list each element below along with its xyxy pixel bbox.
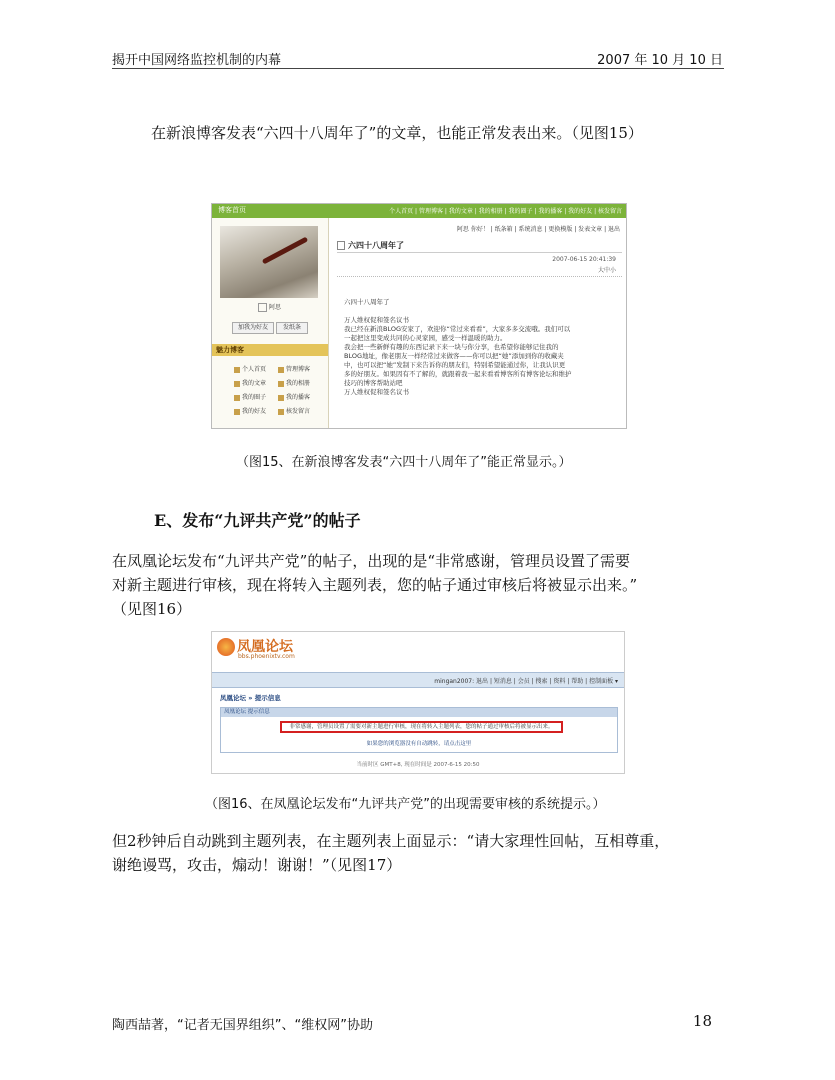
- panel-item[interactable]: 个人首页: [234, 364, 266, 373]
- panel-item[interactable]: 管理博客: [278, 364, 310, 373]
- footer-credit: 陶西喆著，“记者无国界组织”、“维权网”协助: [112, 1018, 373, 1033]
- message-icon: [278, 409, 284, 415]
- forum-message-box: [220, 707, 618, 753]
- blog-author: [258, 302, 281, 312]
- panel-item[interactable]: 我的相册: [278, 378, 310, 387]
- forum-logo-text[interactable]: 凤凰论坛: [237, 639, 293, 655]
- panel-item[interactable]: 我的文章: [234, 378, 266, 387]
- blog-topbar: [212, 204, 626, 218]
- post-line: 我已经在新浪BLOG安家了，欢迎你“常过来看看”，大家多多交流哦。我们可以: [344, 325, 571, 333]
- section-heading: E、发布“九评共产党”的帖子: [154, 511, 361, 530]
- user-icon: [258, 303, 267, 312]
- figure16-forum-screenshot: [211, 631, 625, 774]
- panel-item[interactable]: 我的圈子: [234, 392, 266, 401]
- intro-paragraph: 在新浪博客发表“六四十八周年了”的文章，也能正常发表出来。（见图15）: [151, 124, 643, 142]
- manage-icon: [278, 367, 284, 373]
- blog-post-title: 六四十八周年了: [337, 240, 622, 253]
- header-title: 揭开中国网络监控机制的内幕: [112, 53, 282, 68]
- redirect-link[interactable]: 如果您的浏览器没有自动跳转，请点击这里: [366, 741, 472, 747]
- paragraph2-line: 在凤凰论坛发布“九评共产党”的帖子，出现的是“非常感谢，管理员设置了需要: [112, 552, 631, 570]
- forum-box-header: 凤凰论坛 提示信息: [221, 708, 617, 717]
- dotted-divider: [337, 276, 622, 277]
- post-line: BLOG地址，像老朋友一样经常过来做客——你可以把“她”添加到你的收藏夹: [344, 352, 564, 360]
- post-line: 我会把一些新鲜有趣的东西记录下来一块与你分享，也希望你能够记住我的: [344, 343, 559, 351]
- article-icon: [234, 381, 240, 387]
- page-number: 18: [692, 1012, 712, 1030]
- header-divider: [112, 68, 724, 69]
- blog-post-date: 2007-06-15 20:41:39: [552, 256, 616, 263]
- font-size-control[interactable]: 大中小: [597, 267, 616, 274]
- circle-icon: [234, 395, 240, 401]
- post-line: 中，也可以把“她”发制下来告诉你的朋友们，特别希望能通过你，让我认识更: [344, 361, 566, 369]
- paragraph3-line: 但2秒钟后自动跳到主题列表，在主题列表上面显示：“请大家理性回帖，互相尊重，: [112, 832, 670, 850]
- post-line: 多的好朋友。如果因有不了解的，就跟着我一起来看看博客所有博客论坛和维护: [344, 370, 572, 378]
- header-date: 2007 年 10 月 10 日: [597, 53, 723, 68]
- panel-item[interactable]: 我的好友: [234, 406, 266, 415]
- blog-sidebar: [212, 218, 329, 428]
- document-icon: [337, 241, 345, 250]
- blog-panel-title: 魅力博客: [212, 344, 328, 356]
- blog-author-name: 阿思: [269, 304, 282, 311]
- pen-graphic: [262, 237, 308, 265]
- blog-profile-photo: [220, 226, 318, 298]
- forum-navbar: [212, 672, 624, 688]
- paragraph3-line: 谢绝谩骂，攻击，煽动！谢谢！”（见图17）: [112, 856, 402, 874]
- home-icon: [234, 367, 240, 373]
- panel-item[interactable]: 核发留言: [278, 406, 310, 415]
- post-line: 万人维权促和签名议书: [344, 388, 409, 396]
- panel-item[interactable]: 我的播客: [278, 392, 310, 401]
- blog-top-nav[interactable]: 个人首页 | 管理博客 | 我的文章 | 我的相册 | 我的圈子 | 我的播客 | 我的好友 | 核发留言: [389, 208, 622, 215]
- paragraph2-line: 对新主题进行审核，现在将转入主题列表，您的帖子通过审核后将被显示出来。”: [112, 576, 638, 594]
- blog-user-nav[interactable]: 阿思 你好！ | 纸条箱 | 系统消息 | 更换模版 | 发表文章 | 退出: [456, 226, 620, 233]
- forum-footer-time: 当前时区 GMT+8, 现在时间是 2007-6-15 20:50: [356, 762, 480, 768]
- post-line: 一起把这里变成共同的心灵家园，感受一样温暖的助力。: [344, 334, 507, 342]
- blog-home-link[interactable]: 博客首页: [218, 206, 246, 214]
- blog-main: [329, 218, 626, 428]
- figure15-blog-screenshot: [211, 203, 627, 429]
- paragraph2-line: （见图16）: [112, 600, 192, 618]
- add-friend-button[interactable]: 加我为好友: [232, 322, 274, 334]
- phoenix-logo-icon: [217, 638, 235, 656]
- post-line: 技巧的博客帮助站吧: [344, 379, 403, 387]
- post-line: 万人维权促和签名议书: [344, 316, 409, 324]
- forum-nav-links[interactable]: mingan2007: 退出 | 短消息 | 会员 | 搜索 | 资料 | 帮助 | 控制面板 ▾: [434, 678, 618, 685]
- friends-icon: [234, 409, 240, 415]
- figure16-caption: （图16、在凤凰论坛发布“九评共产党”的出现需要审核的系统提示。）: [205, 797, 606, 812]
- forum-logo-url: bbs.phoenixtv.com: [238, 653, 295, 660]
- moderation-notice: 非常感谢，管理员设置了需要对新主题进行审核，现在将转入主题列表，您的帖子通过审核后将被显示出来。: [280, 721, 563, 733]
- forum-breadcrumb[interactable]: 凤凰论坛 » 提示信息: [220, 694, 281, 702]
- album-icon: [278, 381, 284, 387]
- podcast-icon: [278, 395, 284, 401]
- send-message-button[interactable]: 发纸条: [276, 322, 308, 334]
- post-line: 六四十八周年了: [344, 298, 390, 306]
- figure15-caption: （图15、在新浪博客发表“六四十八周年了”能正常显示。）: [236, 455, 572, 470]
